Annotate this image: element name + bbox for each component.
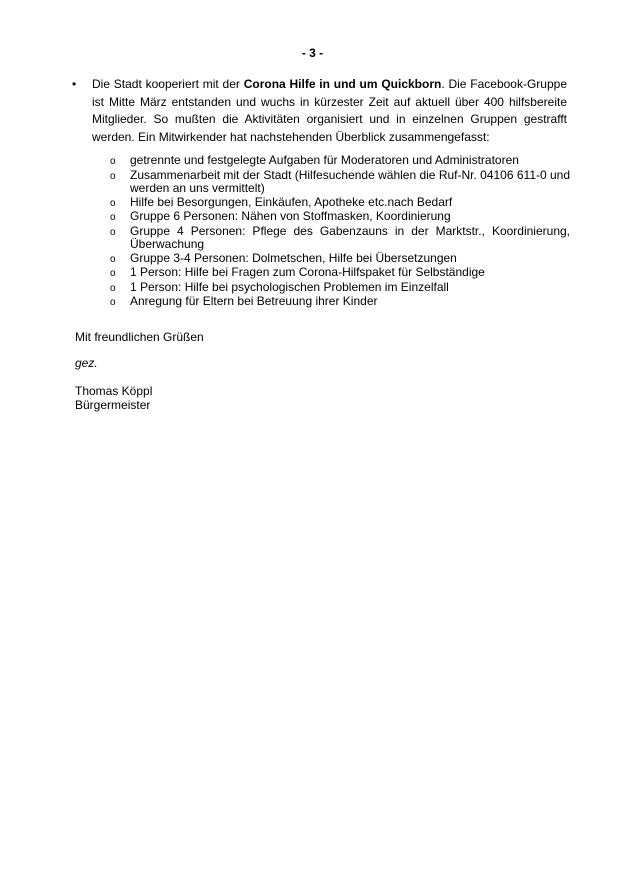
signature-block <box>75 384 152 412</box>
gez-note: gez. <box>75 356 98 370</box>
sub-bullet-marker: o <box>110 226 116 238</box>
sub-bullet-marker: o <box>110 268 116 279</box>
main-bullet-text <box>92 76 567 146</box>
main-bullet-list <box>72 76 567 146</box>
list-item-text: Hilfe bei Besorgungen, Einkäufen, Apotheke etc.nach Bedarf <box>130 194 453 209</box>
closing-greeting: Mit freundlichen Grüßen <box>75 330 204 344</box>
signer-title: Bürgermeister <box>75 398 151 412</box>
bullet-marker: • <box>72 77 77 91</box>
sub-bullet-marker: o <box>110 170 116 182</box>
list-item-text: 1 Person: Hilfe bei Fragen zum Corona-Hilfspaket für Selbständige <box>130 265 485 279</box>
list-item <box>110 196 570 211</box>
list-item-text: getrennte und festgelegte Aufgaben für Moderatoren und Administratoren <box>130 153 519 167</box>
list-item <box>110 295 570 310</box>
main-bullet-item <box>72 76 567 146</box>
sub-bullet-marker: o <box>110 282 116 294</box>
main-text-intro: Die Stadt kooperiert mit der <box>92 77 244 91</box>
sub-bullet-marker: o <box>110 253 116 265</box>
list-item <box>110 154 570 169</box>
list-item <box>110 169 570 196</box>
sub-bullet-list <box>110 154 570 310</box>
list-item-text: Zusammenarbeit mit der Stadt (Hilfesuchende wählen die Ruf-Nr. 04106 611-0 und werden an uns vermittelt) <box>130 167 571 195</box>
list-item-text: Gruppe 4 Personen: Pflege des Gabenzauns in der Marktstr., Koordinierung, Überwachung <box>130 223 570 251</box>
list-item <box>110 225 570 252</box>
signer-name: Thomas Köppl <box>75 384 153 398</box>
sub-bullet-marker: o <box>110 156 116 167</box>
list-item <box>110 252 570 267</box>
main-text-bold: Corona Hilfe in und um Quickborn <box>243 77 442 91</box>
sub-bullet-marker: o <box>110 197 116 209</box>
page-number: - 3 - <box>301 46 324 60</box>
list-item <box>110 210 570 225</box>
main-text-rest: . Die Facebook-Gruppe ist Mitte März entstanden und wuchs in kürzester Zeit auf aktuell über 400 hilfsbereite Mitglieder. So mußten die Aktivitäten organisiert und in einzelnen Gruppen gestrafft werden. Ein Mitwirkender hat nachstehenden Überblick zusammengefasst: <box>92 77 567 144</box>
list-item-text: 1 Person: Hilfe bei psychologischen Problemen im Einzelfall <box>130 279 449 294</box>
list-item-text: Anregung für Eltern bei Betreuung ihrer Kinder <box>130 294 378 308</box>
sub-bullet-marker: o <box>110 212 116 223</box>
list-item-text: Gruppe 6 Personen: Nähen von Stoffmasken, Koordinierung <box>130 209 451 223</box>
sub-bullet-marker: o <box>110 297 116 308</box>
list-item <box>110 281 570 296</box>
list-item-text: Gruppe 3-4 Personen: Dolmetschen, Hilfe bei Übersetzungen <box>130 250 457 265</box>
list-item <box>110 266 570 281</box>
